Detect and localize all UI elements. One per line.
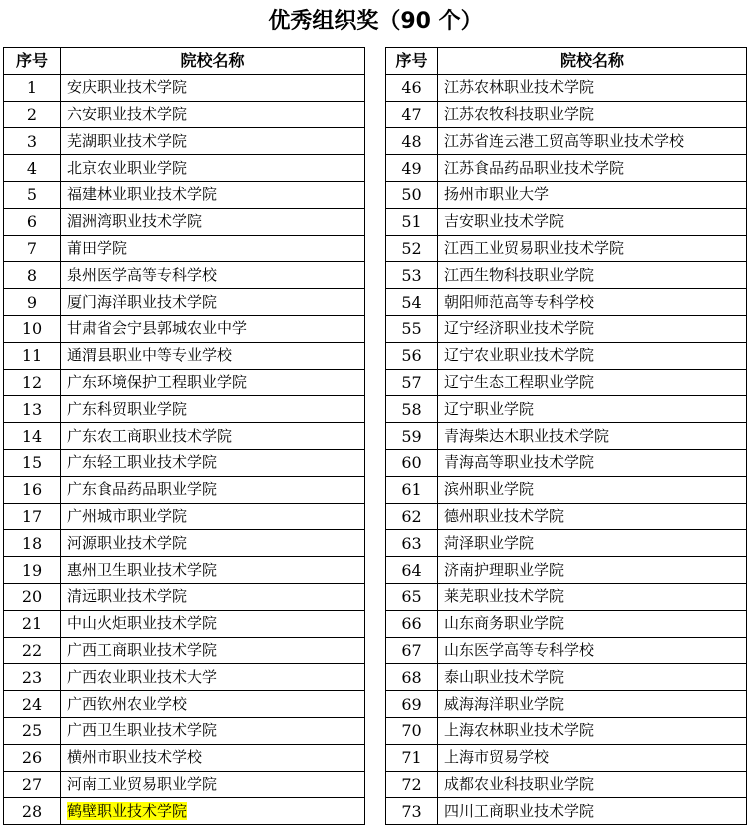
table-row <box>4 503 365 530</box>
school-name-text: 广东轻工职业技术学院 <box>67 453 218 472</box>
school-name <box>61 583 365 610</box>
school-name-text: 威海海洋职业学院 <box>444 694 565 713</box>
row-number: 19 <box>4 557 61 584</box>
school-name <box>438 101 747 128</box>
school-name <box>61 181 365 208</box>
row-number: 56 <box>386 342 438 369</box>
school-name-text: 安庆职业技术学院 <box>67 78 188 97</box>
row-number: 11 <box>4 342 61 369</box>
table-row <box>386 637 747 664</box>
school-name-text: 中山火炬职业技术学院 <box>67 614 218 633</box>
table-row <box>386 342 747 369</box>
row-number: 27 <box>4 771 61 798</box>
school-name <box>438 744 747 771</box>
school-name <box>438 610 747 637</box>
school-name <box>61 315 365 342</box>
school-name-text: 四川工商职业技术学院 <box>444 801 595 820</box>
school-name-text: 上海市贸易学校 <box>444 748 550 767</box>
row-number: 3 <box>4 128 61 155</box>
row-number: 63 <box>386 530 438 557</box>
school-name-text: 北京农业职业学院 <box>67 158 188 177</box>
school-name-text: 滨州职业学院 <box>444 480 535 499</box>
school-name-text: 清远职业技术学院 <box>67 587 188 606</box>
school-name <box>438 664 747 691</box>
table-row <box>4 342 365 369</box>
school-name <box>61 208 365 235</box>
table-row <box>386 181 747 208</box>
row-number: 59 <box>386 423 438 450</box>
school-name-text: 辽宁职业学院 <box>444 399 535 418</box>
school-name-text: 泉州医学高等专科学校 <box>67 265 218 284</box>
table-row <box>386 262 747 289</box>
school-name-text: 通渭县职业中等专业学校 <box>67 346 233 365</box>
table-row <box>4 155 365 182</box>
school-name <box>61 449 365 476</box>
school-name <box>61 744 365 771</box>
row-number: 5 <box>4 181 61 208</box>
school-name-text: 山东医学高等专科学校 <box>444 640 595 659</box>
table-row <box>4 476 365 503</box>
table-row <box>4 717 365 744</box>
row-number: 71 <box>386 744 438 771</box>
table-row <box>4 771 365 798</box>
school-name <box>438 476 747 503</box>
school-name <box>61 235 365 262</box>
school-name-text: 德州职业技术学院 <box>444 506 565 525</box>
table-row <box>386 128 747 155</box>
table-row <box>4 664 365 691</box>
row-number: 24 <box>4 691 61 718</box>
row-number: 17 <box>4 503 61 530</box>
row-number: 61 <box>386 476 438 503</box>
table-row <box>4 128 365 155</box>
school-name-text: 厦门海洋职业技术学院 <box>67 292 218 311</box>
header-name: 院校名称 <box>438 48 747 75</box>
school-name-text: 江苏食品药品职业技术学院 <box>444 158 625 177</box>
school-name-text: 江苏农林职业技术学院 <box>444 78 595 97</box>
table-row <box>386 530 747 557</box>
school-name <box>438 717 747 744</box>
school-name <box>438 315 747 342</box>
school-name-text: 广西钦州农业学校 <box>67 694 188 713</box>
row-number: 66 <box>386 610 438 637</box>
school-name-text: 福建林业职业技术学院 <box>67 185 218 204</box>
table-row <box>4 691 365 718</box>
school-name <box>61 717 365 744</box>
table-row <box>4 449 365 476</box>
table-row <box>4 181 365 208</box>
table-row <box>386 476 747 503</box>
row-number: 69 <box>386 691 438 718</box>
row-number: 46 <box>386 74 438 101</box>
table-body-left <box>4 74 365 824</box>
school-name <box>61 396 365 423</box>
school-name-text: 广东环境保护工程职业学院 <box>67 372 248 391</box>
row-number: 67 <box>386 637 438 664</box>
school-name-text: 菏泽职业学院 <box>444 533 535 552</box>
school-name <box>61 155 365 182</box>
row-number: 26 <box>4 744 61 771</box>
school-name-text: 辽宁生态工程职业学院 <box>444 372 595 391</box>
school-name <box>438 128 747 155</box>
school-name-text: 朝阳师范高等专科学校 <box>444 292 595 311</box>
school-name <box>61 771 365 798</box>
table-row <box>386 155 747 182</box>
awards-table-right <box>385 47 747 825</box>
row-number: 15 <box>4 449 61 476</box>
row-number: 60 <box>386 449 438 476</box>
school-name-text: 广西卫生职业技术学院 <box>67 721 218 740</box>
row-number: 28 <box>4 798 61 825</box>
row-number: 72 <box>386 771 438 798</box>
row-number: 21 <box>4 610 61 637</box>
table-row <box>386 503 747 530</box>
row-number: 55 <box>386 315 438 342</box>
table-row <box>4 583 365 610</box>
row-number: 4 <box>4 155 61 182</box>
school-name-text: 江苏农牧科技职业学院 <box>444 104 595 123</box>
school-name-text: 鹤壁职业技术学院 <box>67 801 188 820</box>
row-number: 64 <box>386 557 438 584</box>
row-number: 54 <box>386 289 438 316</box>
row-number: 50 <box>386 181 438 208</box>
school-name <box>438 208 747 235</box>
row-number: 52 <box>386 235 438 262</box>
row-number: 13 <box>4 396 61 423</box>
table-row <box>386 235 747 262</box>
school-name <box>438 423 747 450</box>
table-row <box>4 74 365 101</box>
table-row <box>4 610 365 637</box>
row-number: 58 <box>386 396 438 423</box>
header-num: 序号 <box>4 48 61 75</box>
table-row <box>386 315 747 342</box>
school-name <box>438 449 747 476</box>
row-number: 10 <box>4 315 61 342</box>
row-number: 7 <box>4 235 61 262</box>
school-name <box>61 423 365 450</box>
school-name-text: 吉安职业技术学院 <box>444 212 565 231</box>
table-row <box>4 396 365 423</box>
school-name-text: 甘肃省会宁县郭城农业中学 <box>67 319 248 338</box>
table-row <box>386 610 747 637</box>
row-number: 51 <box>386 208 438 235</box>
school-name-text: 泰山职业技术学院 <box>444 667 565 686</box>
school-name <box>438 530 747 557</box>
table-row <box>4 315 365 342</box>
school-name-text: 广东科贸职业学院 <box>67 399 188 418</box>
school-name <box>438 557 747 584</box>
school-name-text: 湄洲湾职业技术学院 <box>67 212 203 231</box>
school-name-text: 广西农业职业技术大学 <box>67 667 218 686</box>
row-number: 16 <box>4 476 61 503</box>
table-row <box>386 557 747 584</box>
table-row <box>386 396 747 423</box>
school-name <box>438 155 747 182</box>
row-number: 1 <box>4 74 61 101</box>
row-number: 23 <box>4 664 61 691</box>
row-number: 12 <box>4 369 61 396</box>
school-name-text: 河南工业贸易职业学院 <box>67 774 218 793</box>
school-name-text: 辽宁经济职业技术学院 <box>444 319 595 338</box>
row-number: 8 <box>4 262 61 289</box>
table-row <box>386 771 747 798</box>
school-name <box>438 583 747 610</box>
school-name <box>61 101 365 128</box>
school-name <box>438 74 747 101</box>
school-name <box>61 610 365 637</box>
row-number: 68 <box>386 664 438 691</box>
row-number: 48 <box>386 128 438 155</box>
row-number: 14 <box>4 423 61 450</box>
table-row <box>386 74 747 101</box>
school-name-text: 广东食品药品职业学院 <box>67 480 218 499</box>
school-name <box>61 128 365 155</box>
page-title: 优秀组织奖（90 个） <box>268 9 483 34</box>
school-name-text: 济南护理职业学院 <box>444 560 565 579</box>
table-row <box>4 744 365 771</box>
table-row <box>386 101 747 128</box>
table-row <box>386 208 747 235</box>
header-name: 院校名称 <box>61 48 365 75</box>
school-name <box>61 664 365 691</box>
table-row <box>4 289 365 316</box>
school-name <box>61 637 365 664</box>
school-name <box>438 691 747 718</box>
row-number: 49 <box>386 155 438 182</box>
awards-table-left <box>3 47 365 825</box>
row-number: 70 <box>386 717 438 744</box>
school-name-text: 广东农工商职业技术学院 <box>67 426 233 445</box>
school-name <box>438 289 747 316</box>
table-row <box>386 691 747 718</box>
school-name <box>438 798 747 825</box>
school-name <box>61 289 365 316</box>
school-name <box>61 503 365 530</box>
row-number: 2 <box>4 101 61 128</box>
table-row <box>4 530 365 557</box>
row-number: 22 <box>4 637 61 664</box>
table-row <box>386 449 747 476</box>
row-number: 53 <box>386 262 438 289</box>
school-name <box>61 74 365 101</box>
school-name-text: 莱芜职业技术学院 <box>444 587 565 606</box>
row-number: 65 <box>386 583 438 610</box>
table-row <box>4 208 365 235</box>
row-number: 57 <box>386 369 438 396</box>
school-name <box>438 503 747 530</box>
school-name-text: 芜湖职业技术学院 <box>67 131 188 150</box>
school-name <box>61 530 365 557</box>
school-name <box>61 798 365 825</box>
school-name-text: 惠州卫生职业技术学院 <box>67 560 218 579</box>
table-row <box>4 798 365 825</box>
table-row <box>386 717 747 744</box>
school-name <box>61 691 365 718</box>
row-number: 73 <box>386 798 438 825</box>
school-name-text: 山东商务职业学院 <box>444 614 565 633</box>
table-row <box>386 664 747 691</box>
table-row <box>386 798 747 825</box>
school-name <box>438 396 747 423</box>
table-row <box>4 262 365 289</box>
table-row <box>4 369 365 396</box>
table-body-right <box>386 74 747 824</box>
row-number: 9 <box>4 289 61 316</box>
table-row <box>4 557 365 584</box>
school-name-text: 青海高等职业技术学院 <box>444 453 595 472</box>
school-name <box>61 369 365 396</box>
school-name <box>438 342 747 369</box>
school-name-text: 广州城市职业学院 <box>67 506 188 525</box>
school-name <box>438 235 747 262</box>
school-name-text: 辽宁农业职业技术学院 <box>444 346 595 365</box>
school-name <box>61 557 365 584</box>
school-name-text: 上海农林职业技术学院 <box>444 721 595 740</box>
table-row <box>4 423 365 450</box>
row-number: 6 <box>4 208 61 235</box>
row-number: 62 <box>386 503 438 530</box>
school-name <box>438 181 747 208</box>
table-header-row <box>4 48 365 75</box>
school-name-text: 青海柴达木职业技术学院 <box>444 426 610 445</box>
school-name-text: 莆田学院 <box>67 238 128 257</box>
table-row <box>386 289 747 316</box>
school-name-text: 横州市职业技术学校 <box>67 748 203 767</box>
row-number: 25 <box>4 717 61 744</box>
table-row <box>386 744 747 771</box>
table-row <box>386 369 747 396</box>
table-header-row <box>386 48 747 75</box>
school-name <box>438 369 747 396</box>
table-row <box>386 583 747 610</box>
row-number: 47 <box>386 101 438 128</box>
row-number: 20 <box>4 583 61 610</box>
table-row <box>4 235 365 262</box>
school-name-text: 河源职业技术学院 <box>67 533 188 552</box>
school-name <box>438 637 747 664</box>
row-number: 18 <box>4 530 61 557</box>
school-name-text: 扬州市职业大学 <box>444 185 550 204</box>
school-name-text: 广西工商职业技术学院 <box>67 640 218 659</box>
school-name-text: 江西工业贸易职业技术学院 <box>444 238 625 257</box>
school-name-text: 成都农业科技职业学院 <box>444 774 595 793</box>
school-name-text: 江西生物科技职业学院 <box>444 265 595 284</box>
school-name <box>438 771 747 798</box>
school-name <box>61 262 365 289</box>
table-row <box>386 423 747 450</box>
school-name <box>61 476 365 503</box>
header-num: 序号 <box>386 48 438 75</box>
table-row <box>4 637 365 664</box>
school-name <box>438 262 747 289</box>
school-name-text: 江苏省连云港工贸高等职业技术学校 <box>444 131 685 150</box>
school-name-text: 六安职业技术学院 <box>67 104 188 123</box>
school-name <box>61 342 365 369</box>
table-row <box>4 101 365 128</box>
